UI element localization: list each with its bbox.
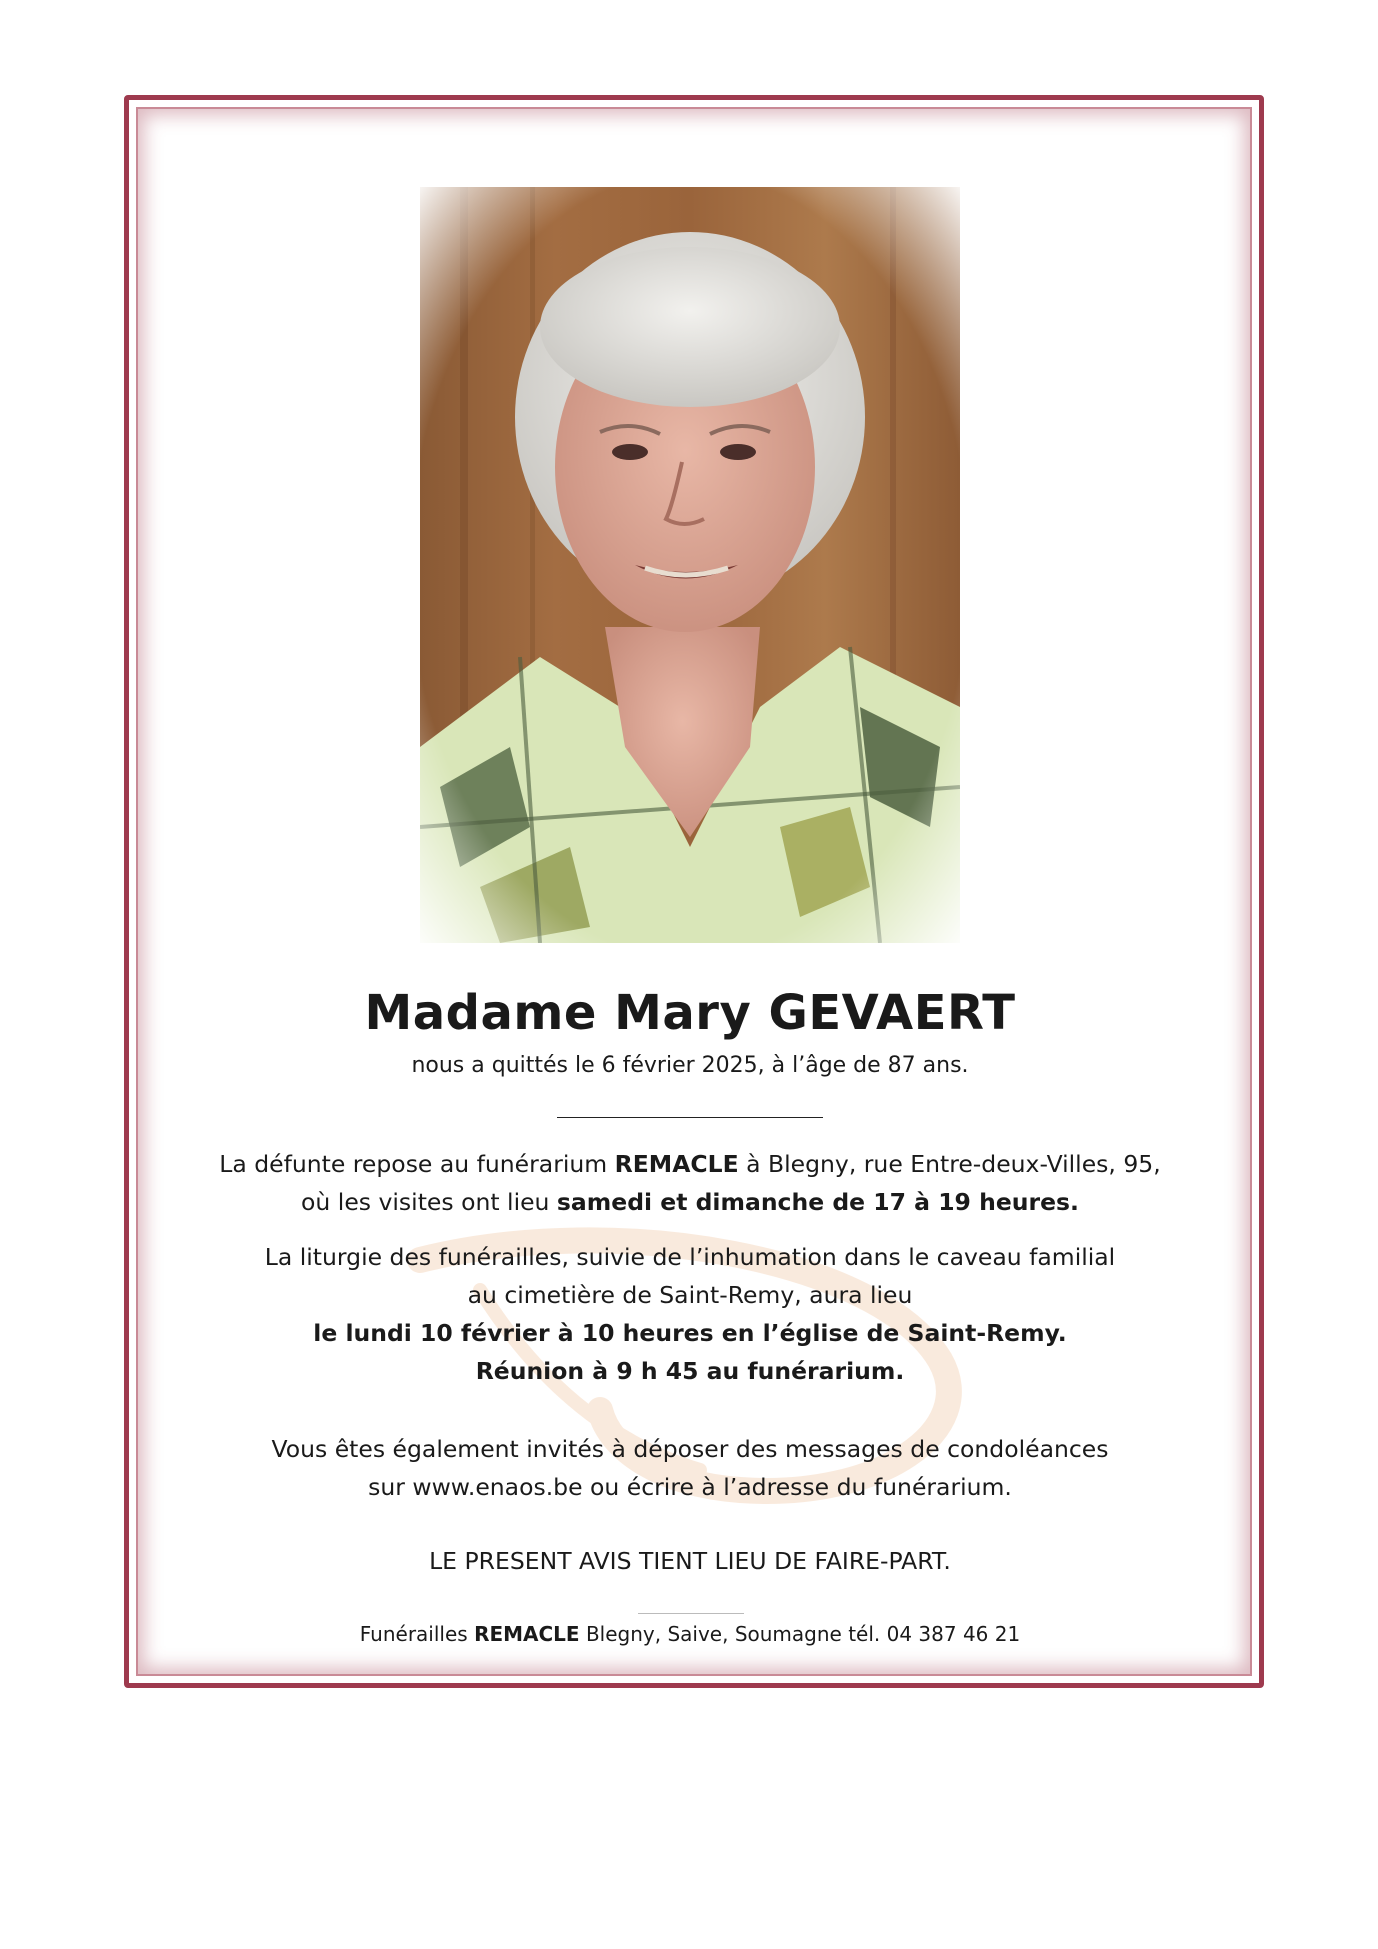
repose-text-a: La défunte repose au funérarium [219,1150,615,1178]
repose-address: à Blegny, rue Entre-deux-Villes, 95, [738,1150,1161,1178]
liturgy-date: le lundi 10 février à 10 heures en l’église de Saint-Remy. [313,1319,1067,1347]
funeral-home-name: REMACLE [614,1150,739,1178]
liturgy-line-2: au cimetière de Saint-Remy, aura lieu [467,1281,913,1309]
footer-prefix: Funérailles [359,1622,475,1646]
condolences-line-1: Vous êtes également invités à déposer des messages de condoléances [271,1435,1109,1463]
death-announcement: nous a quittés le 6 février 2025, à l’âge de 87 ans. [411,1053,969,1078]
footer-brand: REMACLE [474,1622,580,1646]
portrait-photo [420,187,960,943]
condolences-line-2: sur www.enaos.be ou écrire à l’adresse du funérarium. [368,1473,1012,1501]
deceased-name: Madame Mary GEVAERT [364,985,1016,1041]
visits-text: où les visites ont lieu [301,1188,557,1216]
visiting-hours: samedi et dimanche de 17 à 19 heures. [556,1188,1079,1216]
liturgy-line-1: La liturgie des funérailles, suivie de l’inhumation dans le caveau familial [264,1243,1116,1271]
faire-part-notice: LE PRESENT AVIS TIENT LIEU DE FAIRE-PART. [429,1547,951,1575]
condolences-paragraph [140,1430,1240,1506]
footer-divider [638,1613,744,1614]
funeral-home-footer [140,1622,1240,1646]
repose-line-2 [140,1183,1240,1221]
section-divider [557,1117,823,1118]
repose-line-1 [140,1145,1240,1183]
meeting-time: Réunion à 9 h 45 au funérarium. [475,1357,905,1385]
repose-paragraph [140,1145,1240,1221]
liturgy-paragraph [140,1238,1240,1390]
footer-contact: Blegny, Saive, Soumagne tél. 04 387 46 21 [579,1622,1021,1646]
